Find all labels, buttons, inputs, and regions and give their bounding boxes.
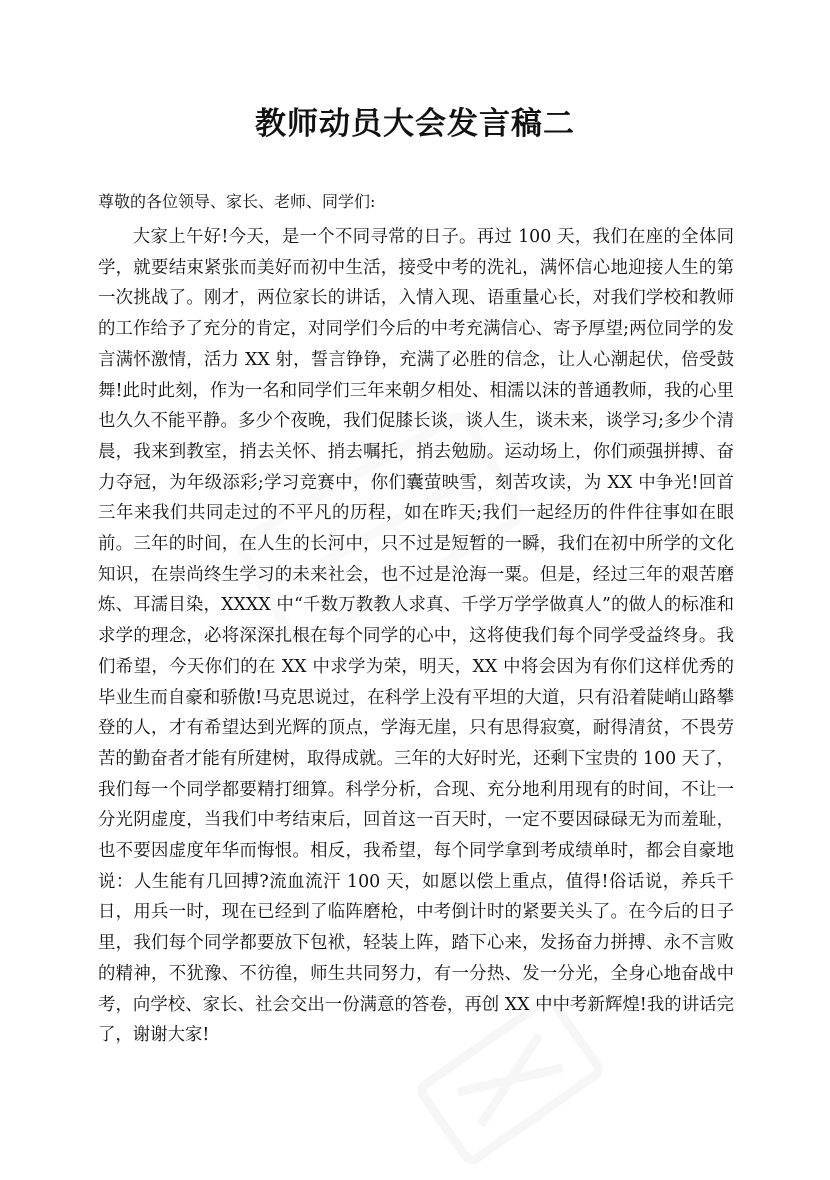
body-paragraph: 大家上午好!今天，是一个不同寻常的日子。再过 100 天，我们在座的全体同学，就要结束紧张而美好而初中生活，接受中考的洗礼，满怀信心地迎接人生的第一次挑战了。刚才，两位家长的讲话，入情入现、语重量心长，对我们学校和教师的工作给予了充分的肯定，对同学们今后的中考充满信心、寄予厚望;两位同学的发言满怀激情，活力 XX 射，誓言铮铮，充满了必胜的信念，让人心潮起伏，倍受鼓舞!此时此刻，作为一名和同学们三年来朝夕相处、相濡以沫的普通教师，我的心里也久久不能平静。多少个夜晚，我们促膝长谈，谈人生，谈未来，谈学习;多少个清晨，我来到教室，捎去关怀、捎去嘱托，捎去勉励。运动场上，你们顽强拼搏、奋力夺冠，为年级添彩;学习竞赛中，你们囊萤映雪，刻苦攻读，为 XX 中争光!回首三年来我们共同走过的不平凡的历程，如在昨天;我们一起经历的件件往事如在眼前。三年的时间，在人生的长河中，只不过是短暂的一瞬，我们在初中所学的文化知识，在崇尚终生学习的未来社会，也不过是沧海一粟。但是，经过三年的艰苦磨炼、耳濡目染，XXXX 中“千数万教教人求真、千学万学学做真人”的做人的标准和求学的理念，必将深深扎根在每个同学的心中，这将使我们每个同学受益终身。我们希望，今天你们的在 XX 中求学为荣，明天，XX 中将会因为有你们这样优秀的毕业生而自豪和骄傲!马克思说过，在科学上没有平坦的大道，只有沿着陡峭山路攀登的人，才有希望达到光辉的顶点，学海无崖，只有思得寂寞，耐得清贫，不畏劳苦的勤奋者才能有所建树，取得成就。三年的大好时光，还剩下宝贵的 100 天了，我们每一个同学都要精打细算。科学分析，合现、充分地利用现有的时间，不让一分光阴虚度，当我们中考结束后，回首这一百天时，一定不要因碌碌无为而羞耻，也不要因虚度年华而悔恨。相反，我希望，每个同学拿到考成绩单时，都会自豪地说：人生能有几回搏?流血流汗 100 天，如愿以偿上重点，值得!俗话说，养兵千日，用兵一时，现在已经到了临阵磨枪，中考倒计时的紧要关头了。在今后的日子里，我们每个同学都要放下包袱，轻装上阵，踏下心来，发扬奋力拼搏、永不言败的精神，不犹豫、不彷徨，师生共同努力，有一分热、发一分光，全身心地奋战中考，向学校、家长、社会交出一份满意的答卷，再创 XX 中中考新辉煌!我的讲话完了，谢谢大家! <box>98 227 734 1046</box>
page-title: 教师动员大会发言稿二 <box>255 106 575 142</box>
salutation-line: 尊敬的各位领导、家长、老师、同学们: <box>98 192 376 211</box>
